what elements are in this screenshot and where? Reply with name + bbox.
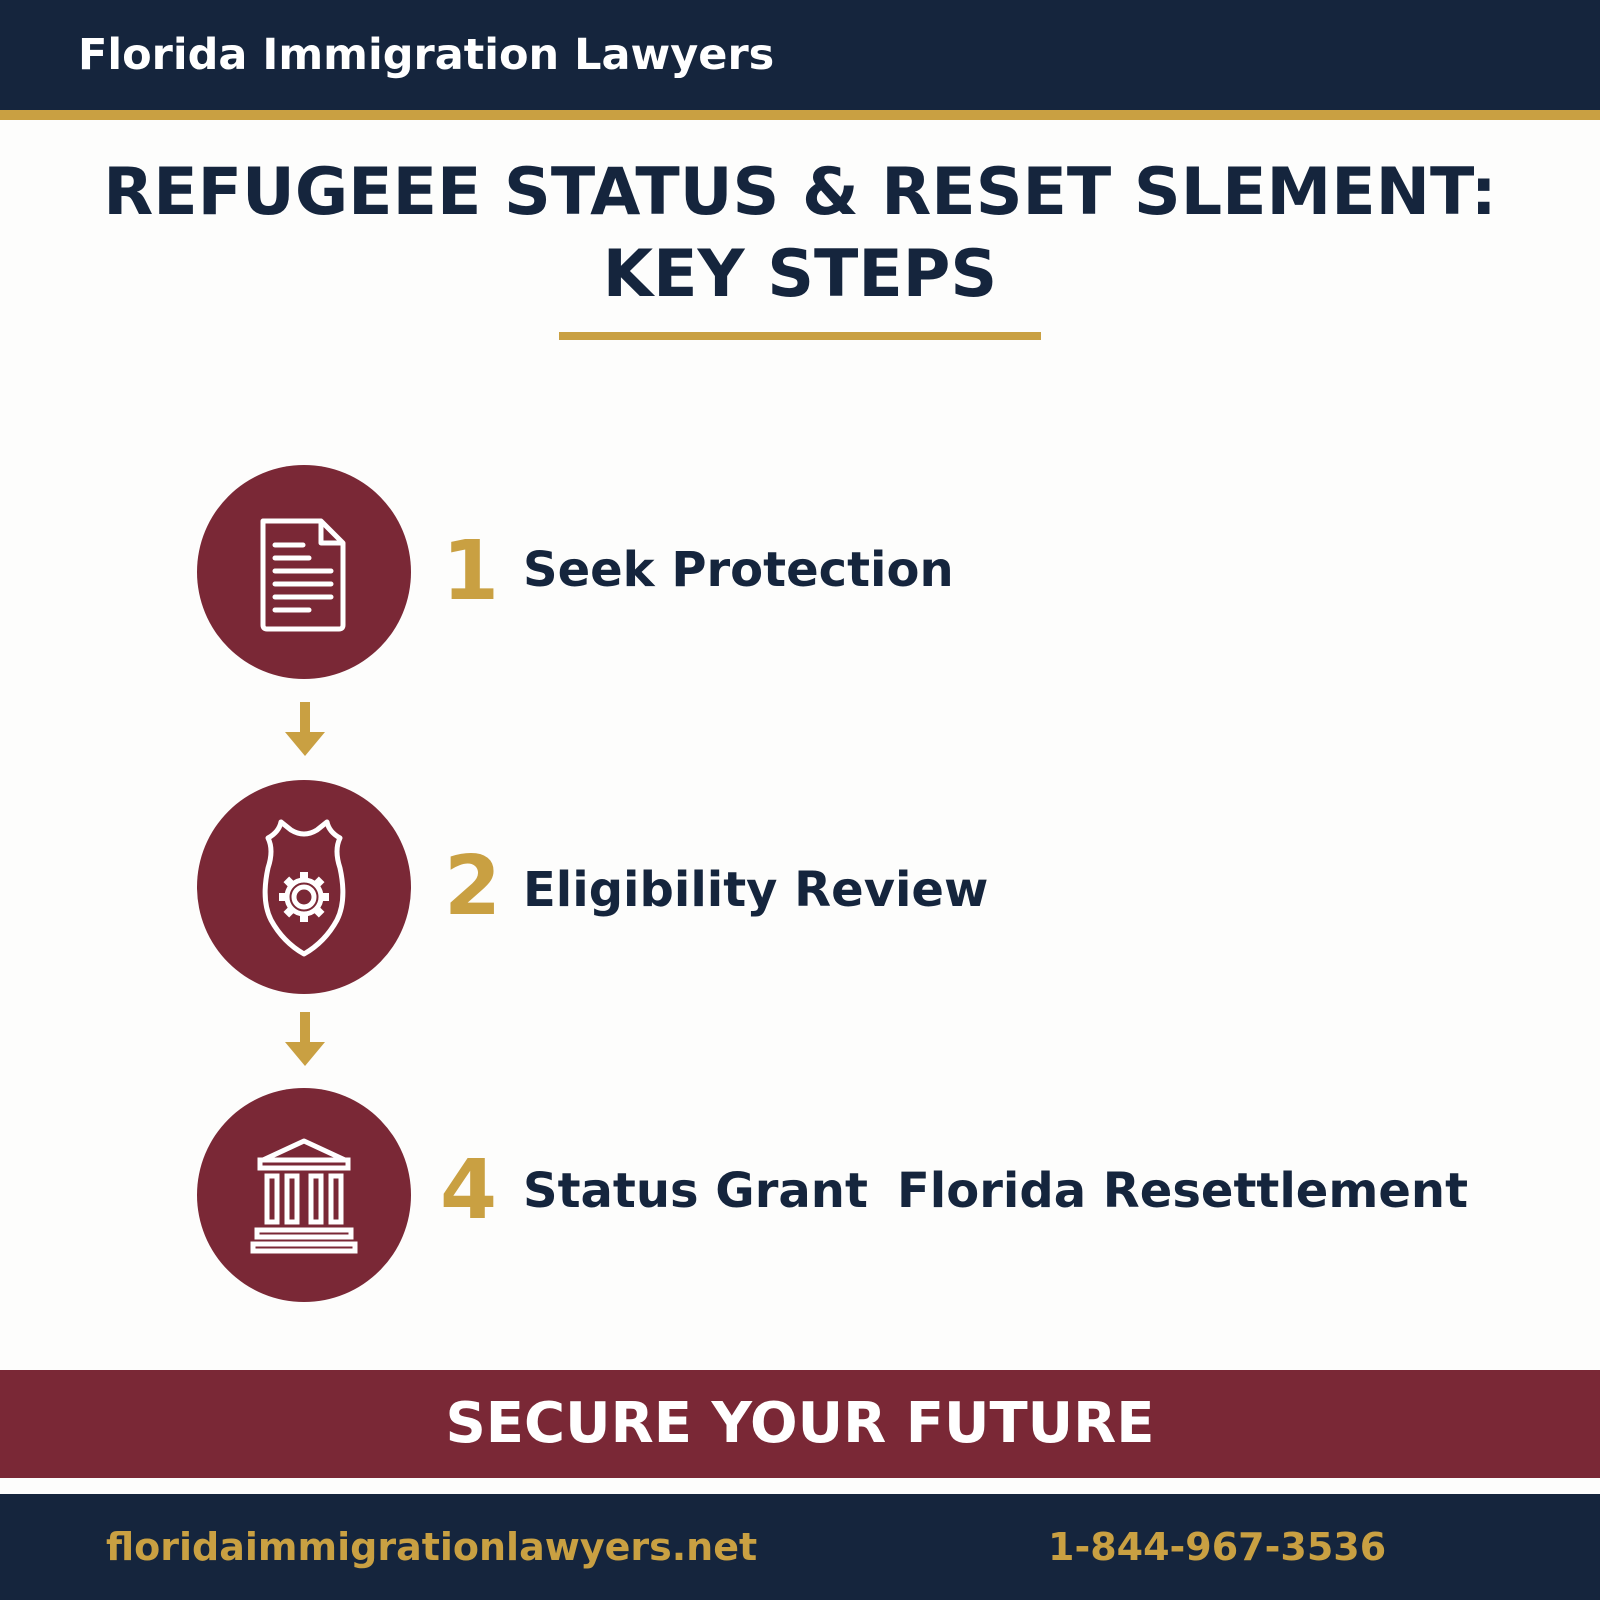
down-arrow-icon — [280, 1010, 330, 1070]
website-link[interactable]: floridaimmigrationlawyers.net — [106, 1525, 758, 1569]
header-bar — [0, 0, 1600, 110]
step-1-label: Seek Protection — [523, 542, 954, 598]
step-4-number: 4 — [440, 1143, 498, 1238]
step-2-label: Eligibility Review — [523, 862, 989, 918]
courthouse-icon — [197, 1088, 411, 1302]
footer-bar — [0, 1494, 1600, 1600]
step-2-number: 2 — [444, 839, 502, 934]
step-4-extra-label: Florida Resettlement — [897, 1163, 1469, 1219]
phone-number[interactable]: 1-844-967-3536 — [1048, 1525, 1387, 1569]
step-1-number: 1 — [442, 524, 500, 619]
cta-banner — [0, 1370, 1600, 1478]
title-line-2: KEY STEPS — [602, 237, 998, 312]
title-line-1: REFUGEEE STATUS & RESET SLEMENT: — [103, 155, 1497, 230]
step-1-circle — [197, 465, 411, 679]
document-icon — [197, 465, 411, 679]
header-gold-rule — [0, 110, 1600, 120]
title-underline — [559, 332, 1041, 340]
step-4-circle — [197, 1088, 411, 1302]
page-title — [0, 152, 1600, 316]
shield-gear-icon — [197, 780, 411, 994]
step-2-circle — [197, 780, 411, 994]
down-arrow-icon — [280, 700, 330, 760]
brand-name: Florida Immigration Lawyers — [78, 30, 775, 80]
cta-text: SECURE YOUR FUTURE — [445, 1391, 1155, 1456]
step-4-label: Status Grant — [523, 1163, 868, 1219]
